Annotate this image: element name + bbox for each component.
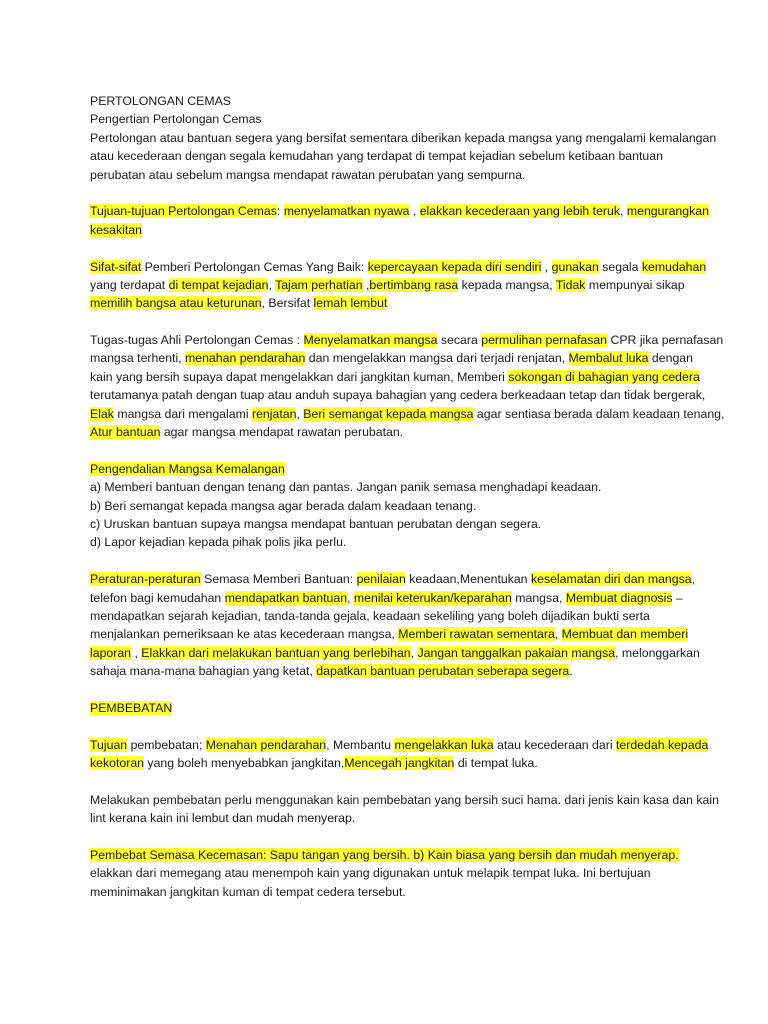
text-line [90,147,680,165]
text-line [90,533,680,551]
highlighted-text: kepercayaan kepada diri sendiri [367,259,542,274]
text-segment: Tugas-tugas Ahli Pertolongan Cemas : [90,333,304,348]
text-line [90,883,680,901]
highlighted-text: menyelamatkan nyawa [283,204,410,219]
paragraph-gap [90,552,680,570]
text-line [90,754,680,772]
text-segment: Pengertian Pertolongan Cemas [90,112,262,127]
text-segment: , Bersifat [261,296,314,311]
text-line [90,349,693,367]
highlighted-text: Memberi rawatan sementara [398,627,555,642]
text-line [90,110,680,128]
highlighted-text: Menyelamatkan mangsa [303,333,438,348]
text-segment: Semasa Memberi Bantuan: [200,572,357,587]
text-line [90,607,680,625]
highlighted-text: kesakitan [90,222,142,237]
text-segment: , Membantu [326,737,395,752]
text-segment: elakkan dari memegang atau menempoh kain yang digunakan untuk melapik tempat luka. Ini bertujuan [90,866,651,881]
text-segment: agar mangsa mendapat rawatan perubatan. [160,425,404,440]
text-line [90,423,680,441]
text-line [90,809,680,827]
text-segment: atau kecederaan dari [493,737,616,752]
highlighted-text: Tujuan-tujuan Pertolongan Cemas [90,204,277,219]
highlighted-text: mengelakkan luka [394,737,494,752]
text-segment: a) Memberi bantuan dengan tenang dan pantas. Jangan panik semasa menghadapi keadaan. [90,480,602,495]
text-segment: sahaja mana-mana bahagian yang ketat, [90,664,317,679]
text-segment: menjalankan pemeriksaan ke atas kecederaan mangsa, [90,627,399,642]
text-segment: terutamanya patah dengan tuap atau anduh supaya bahagian yang cedera berkeadaan tetap dan tidak bergerak, [90,388,706,403]
highlighted-text: Pembebat Semasa Kecemasan: Sapu tangan yang bersih. b) Kain biasa yang bersih dan mudah menyerap. [90,848,679,863]
highlighted-text: Menahan pendarahan [205,737,327,752]
text-segment: , melonggarkan [615,645,700,660]
highlighted-text: mendapatkan bantuan [224,590,348,605]
highlighted-text: Membuat diagnosis [565,590,673,605]
highlighted-text: di tempat kejadian [168,277,269,292]
text-segment: CPR jika pernafasan [607,333,724,348]
text-segment: dengan [648,351,693,366]
text-line [90,331,724,349]
text-segment: , [409,204,420,219]
text-line [90,736,709,754]
text-line [90,405,725,423]
highlighted-text: Tajam perhatian [275,277,363,292]
highlighted-text: Tujuan [90,737,128,752]
text-segment: mangsa, [511,590,566,605]
highlighted-text: dapatkan bantuan perubatan seberapa segera [316,664,570,679]
text-segment: , [296,406,304,421]
paragraph-gap [90,313,680,331]
text-segment: , [554,627,562,642]
highlighted-text: Pengendalian Mangsa Kemalangan [90,461,285,476]
highlighted-text: sokongan di bahagian yang cedera [508,369,700,384]
text-segment: b) Beri semangat kepada mangsa agar berada dalam keadaan tenang. [90,498,477,513]
highlighted-text: laporan [90,645,132,660]
text-line [90,386,706,404]
text-segment: mendapatkan sejarah kejadian, tanda-tanda gejala, keadaan sekeliling yang boleh dijadikan bukti serta [90,608,650,623]
text-line [90,515,680,533]
text-line [90,699,680,717]
paragraph-gap [90,772,680,790]
text-segment: mangsa terhenti, [90,351,186,366]
highlighted-text: mengurangkan [626,204,709,219]
highlighted-text: kekotoran [90,756,145,771]
text-line [90,662,680,680]
text-line [90,846,680,864]
highlighted-text: PEMBEBATAN [90,700,173,715]
text-line [90,644,700,662]
highlighted-text: terdedah kepada [615,737,709,752]
highlighted-text: Membalut luka [568,351,649,366]
text-segment: d) Lapor kejadian kepada pihak polis jika perlu. [90,535,347,550]
paragraph-gap [90,717,680,735]
text-segment: , [620,204,627,219]
text-segment: , [541,259,552,274]
text-segment: perubatan atau sebelum mangsa mendapat rawatan perubatan yang sempurna. [90,167,526,182]
text-line [90,497,680,515]
text-line [90,368,700,386]
highlighted-text: keselamatan diri dan mangsa [530,572,692,587]
text-segment: keadaan,Menentukan [405,572,531,587]
text-segment: PERTOLONGAN CEMAS [90,94,231,108]
text-segment: Melakukan pembebatan perlu menggunakan kain pembebatan yang bersih suci hama. dari jenis kain kasa dan kain [90,792,719,807]
text-segment: , [362,277,370,292]
paragraph-gap [90,239,680,257]
text-segment: kain yang bersih supaya dapat mengelakkan dari jangkitan kuman, Memberi [90,369,509,384]
text-segment: agar sentiasa berada dalam keadaan tenang, [473,406,725,421]
text-segment: c) Uruskan bantuan supaya mangsa mendapat bantuan perubatan dengan segera. [90,516,542,531]
paragraph-gap [90,184,680,202]
highlighted-text: elakkan kecederaan yang lebih teruk [419,204,621,219]
text-line [90,92,680,110]
text-segment: telefon bagi kemudahan [90,590,225,605]
text-segment: lint kerana kain ini lembut dan mudah menyerap. [90,811,356,826]
highlighted-text: menilai keterukan/keparahan [353,590,512,605]
text-line [90,570,696,588]
text-segment: yang boleh menyebabkan jangkitan, [144,756,345,771]
highlighted-text: penilaian [356,572,406,587]
text-line [90,258,707,276]
text-segment: , [410,645,418,660]
text-segment: : [276,204,284,219]
text-line [90,864,680,882]
paragraph-gap [90,828,680,846]
document-body [90,92,725,901]
text-line [90,294,680,312]
text-segment: , [691,572,696,587]
text-segment: . [569,664,573,679]
highlighted-text: lemah lembut [313,296,388,311]
text-segment: di tempat luka. [454,756,538,771]
text-line [90,478,680,496]
highlighted-text: kemudahan [641,259,707,274]
highlighted-text: permulihan pernafasan [481,333,608,348]
text-line [90,202,709,220]
text-line [90,276,685,294]
text-segment: secara [437,333,482,348]
highlighted-text: menahan pendarahan [185,351,306,366]
highlighted-text: Elak [90,406,114,421]
paragraph-gap [90,441,680,459]
highlighted-text: Mencegah jangkitan [344,756,455,771]
highlighted-text: Membuat dan memberi [561,627,689,642]
highlighted-text: Sifat-sifat [90,259,142,274]
highlighted-text: Elakkan dari melakukan bantuan yang berlebihan [141,645,411,660]
highlighted-text: Jangan tanggalkan pakaian mangsa [417,645,616,660]
text-line [90,460,680,478]
text-segment: dan mengelakkan mangsa dari terjadi renjatan, [305,351,569,366]
highlighted-text: gunakan [551,259,599,274]
text-segment: pembebatan; [127,737,206,752]
highlighted-text: bertimbang rasa [369,277,459,292]
highlighted-text: renjatan [252,406,297,421]
text-line [90,791,719,809]
text-segment: mangsa dari mengalami [113,406,252,421]
text-segment: , [268,277,276,292]
text-line [90,129,717,147]
highlighted-text: Beri semangat kepada mangsa [303,406,474,421]
text-segment: segala [598,259,642,274]
text-segment: mempunyai sikap [585,277,685,292]
highlighted-text: memilih bangsa atau keturunan [90,296,262,311]
highlighted-text: Atur bantuan [90,425,161,440]
text-segment: – [672,590,683,605]
text-segment: kepada mangsa, [458,277,556,292]
text-line [90,166,680,184]
highlighted-text: Tidak [555,277,586,292]
text-segment: yang terdapat [90,277,169,292]
paragraph-gap [90,681,680,699]
text-segment: Pemberi Pertolongan Cemas Yang Baik: [141,259,368,274]
text-segment: , [131,645,142,660]
text-segment: atau kecederaan dengan segala kemudahan yang terdapat di tempat kejadian sebelum ketibaan bantuan [90,149,663,164]
text-segment: , [347,590,354,605]
text-segment: Pertolongan atau bantuan segera yang bersifat sementara diberikan kepada mangsa yang mengalami kemalangan [90,130,717,145]
highlighted-text: Peraturan-peraturan [90,572,201,587]
text-line [90,221,680,239]
text-line [90,589,683,607]
text-segment: meminimakan jangkitan kuman di tempat cedera tersebut. [90,884,406,899]
text-line [90,625,689,643]
